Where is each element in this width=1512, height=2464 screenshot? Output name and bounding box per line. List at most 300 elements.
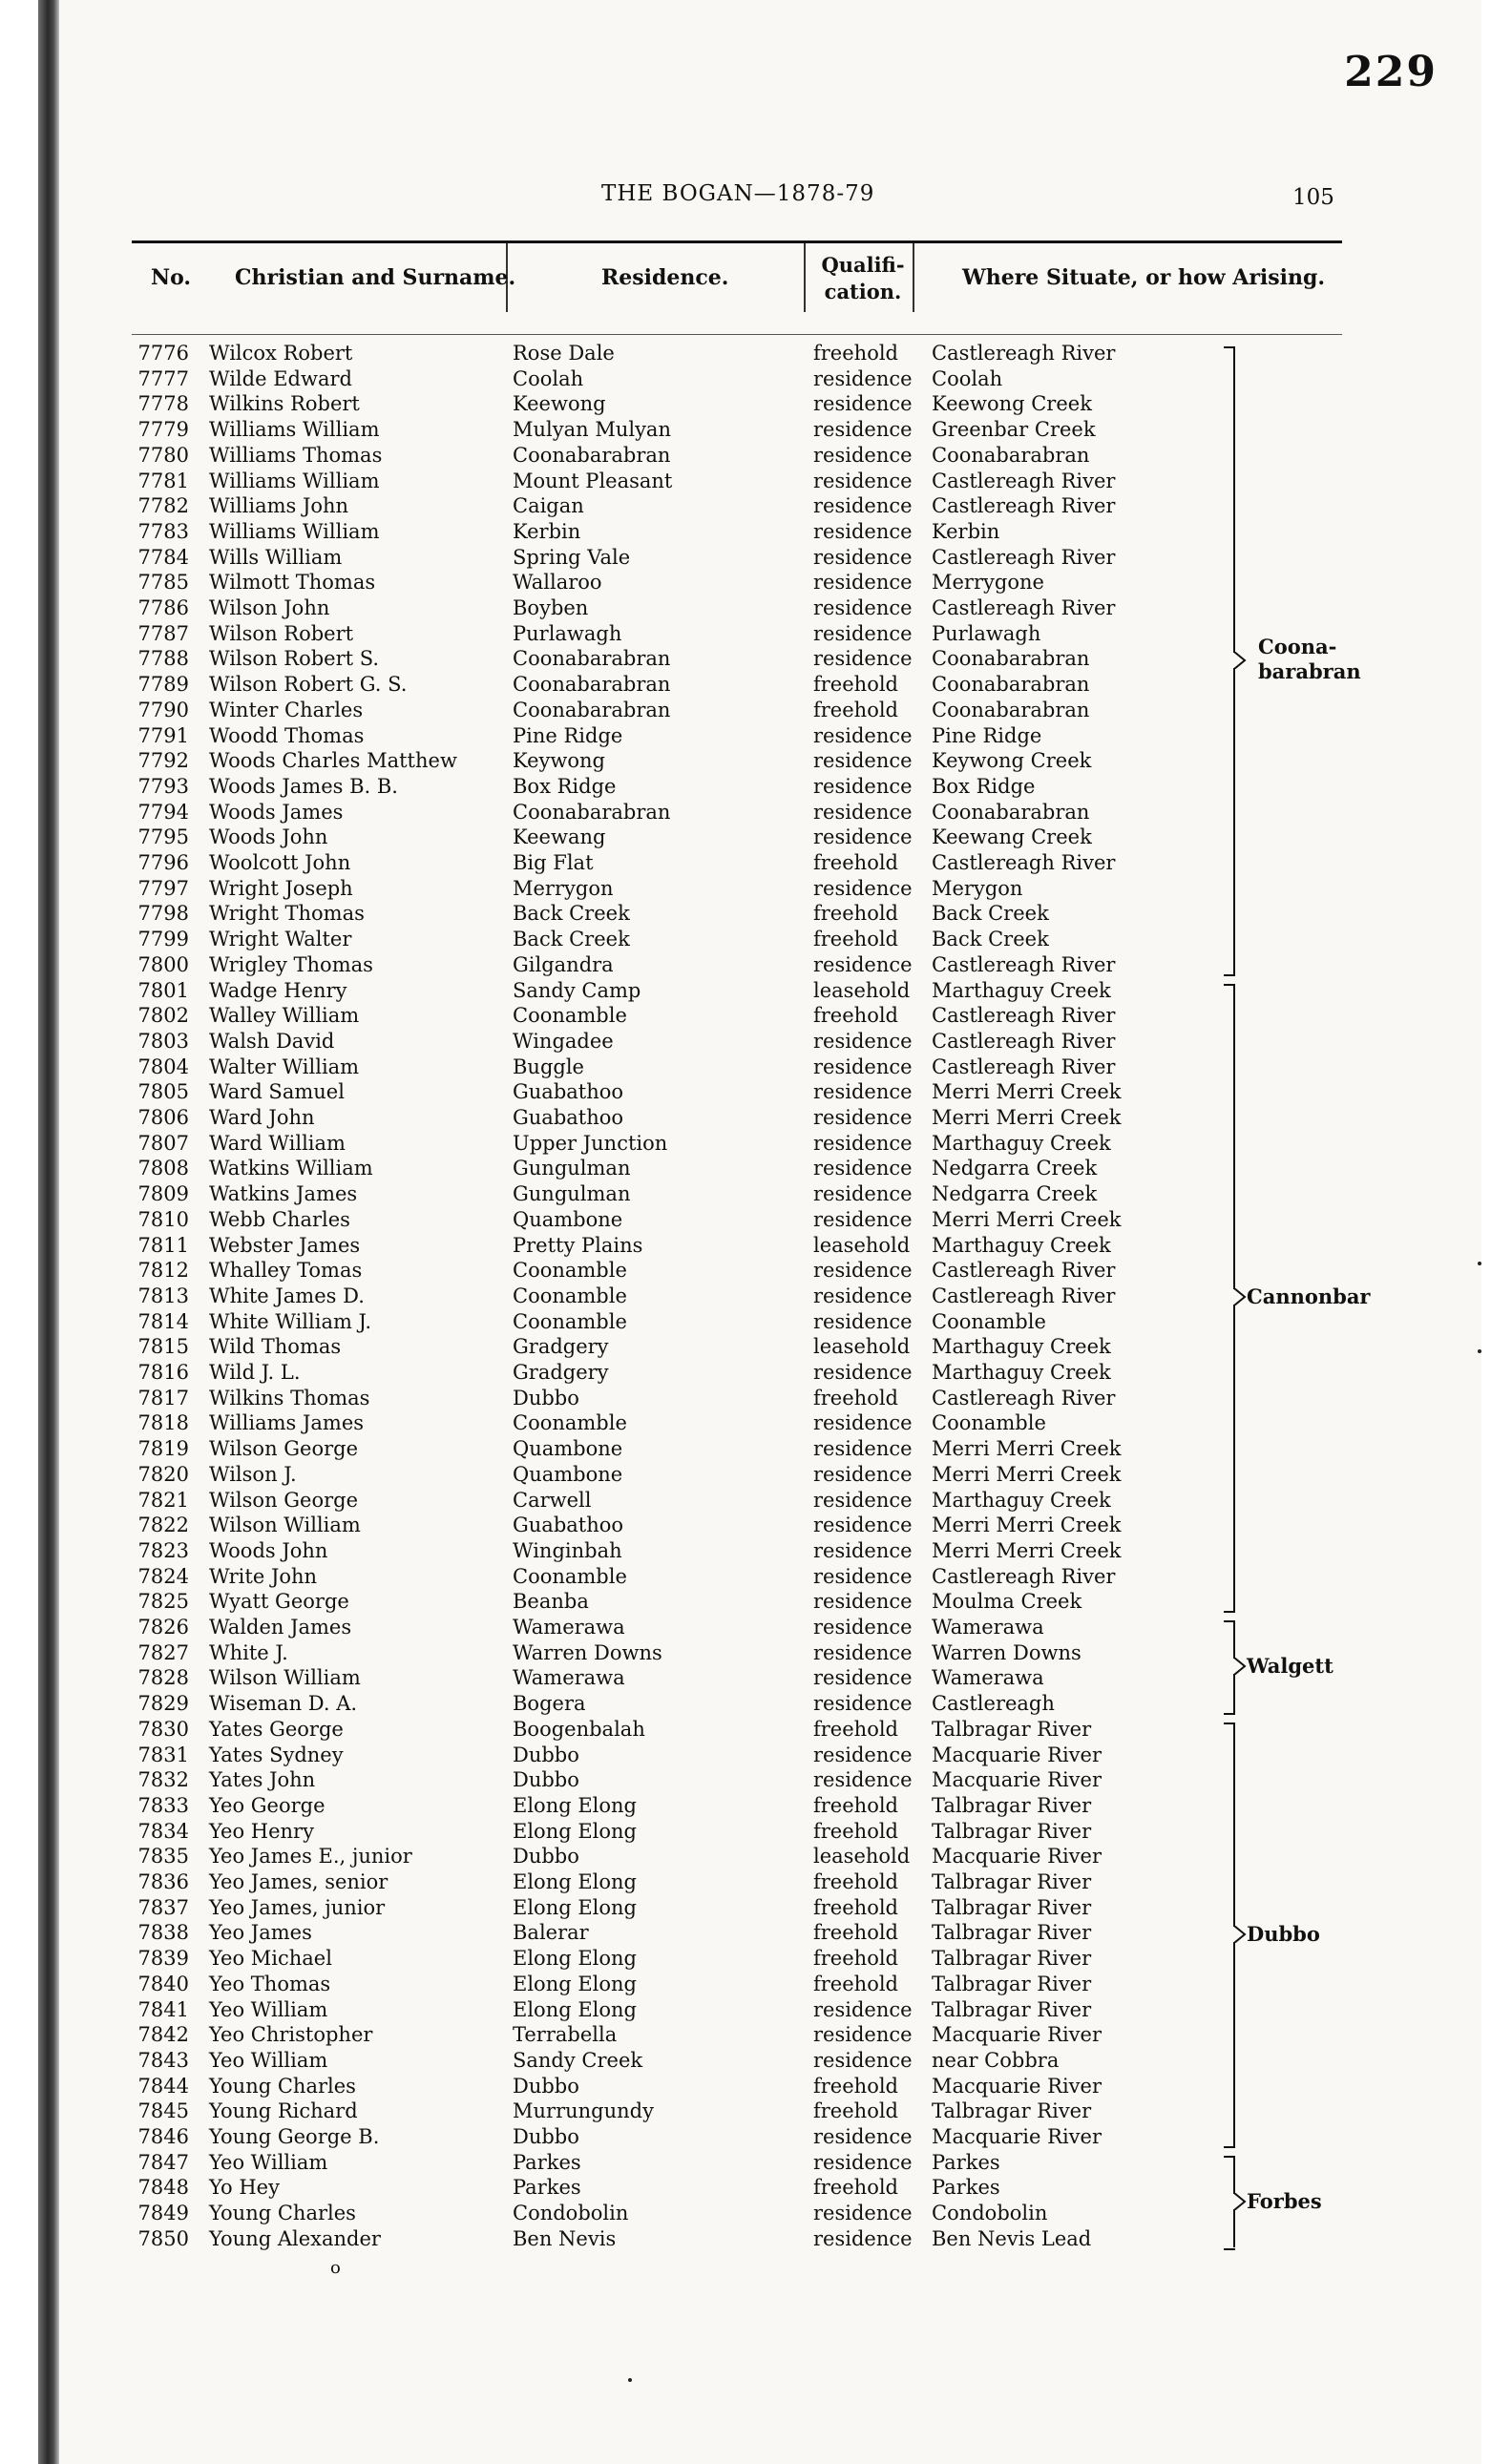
entry-residence: Mulyan Mulyan <box>513 418 671 442</box>
entry-where-situate: Keewang Creek <box>932 825 1092 849</box>
table-row <box>0 1003 1241 1029</box>
district-label <box>1247 2189 1322 2214</box>
entry-where-situate: Merrygone <box>932 571 1044 595</box>
entry-where-situate: Coolah <box>932 366 1003 390</box>
entry-where-situate: Talbragar River <box>932 1717 1092 1741</box>
entry-name: Wilson John <box>209 596 330 619</box>
entry-where-situate: Castlereagh River <box>932 1055 1116 1078</box>
entry-name: Wiseman D. A. <box>209 1692 358 1716</box>
entry-name: Wright Joseph <box>209 876 353 900</box>
entry-name: Young Charles <box>209 2074 356 2098</box>
entry-qualification: residence <box>813 443 913 467</box>
entry-name: Williams William <box>209 469 380 492</box>
entry-name: Williams James <box>209 1411 365 1435</box>
entry-number: 7789 <box>137 673 189 697</box>
entry-qualification: freehold <box>813 2099 898 2123</box>
entry-name: Young Richard <box>209 2099 358 2123</box>
entry-where-situate: Macquarie River <box>932 2125 1102 2148</box>
header-qualification-line2: cation. <box>824 280 902 303</box>
entry-name: White James D. <box>209 1284 365 1307</box>
entry-number: 7803 <box>137 1029 189 1053</box>
entry-number: 7785 <box>137 571 189 595</box>
entry-number: 7828 <box>137 1666 189 1690</box>
entry-residence: Murrungundy <box>513 2099 654 2123</box>
table-row <box>0 1488 1241 1514</box>
entry-qualification: residence <box>813 1080 913 1104</box>
entry-where-situate: Condobolin <box>932 2202 1048 2225</box>
entry-where-situate: Kerbin <box>932 519 1000 543</box>
table-row <box>0 391 1241 417</box>
entry-qualification: leasehold <box>813 1845 911 1869</box>
entry-name: Wilcox Robert <box>209 342 353 365</box>
table-row <box>0 1946 1241 1972</box>
entry-residence: Parkes <box>513 2176 581 2200</box>
entry-residence: Bogera <box>513 1692 586 1716</box>
entry-qualification: freehold <box>813 1870 898 1893</box>
entry-where-situate: Coonabarabran <box>932 800 1090 824</box>
table-row <box>0 469 1241 494</box>
entry-name: Williams William <box>209 519 380 543</box>
entry-number: 7841 <box>137 1997 189 2021</box>
entry-number: 7818 <box>137 1411 189 1435</box>
entry-name: Ward Samuel <box>209 1080 345 1104</box>
entry-name: Yeo Michael <box>209 1947 332 1971</box>
entry-number: 7779 <box>137 418 189 442</box>
entry-residence: Coonamble <box>513 1564 627 1588</box>
entry-name: Yeo James <box>209 1921 312 1945</box>
entry-where-situate: Coonamble <box>932 1411 1046 1435</box>
entry-number: 7805 <box>137 1080 189 1104</box>
entry-name: Webster James <box>209 1233 361 1257</box>
table-row <box>0 1055 1241 1080</box>
entry-residence: Elong Elong <box>513 1997 637 2021</box>
entry-name: Wilson William <box>209 1514 361 1537</box>
entry-name: Yo Hey <box>209 2176 280 2200</box>
entry-where-situate: Talbragar River <box>932 1819 1092 1843</box>
entry-name: Write John <box>209 1564 318 1588</box>
entry-qualification: leasehold <box>813 978 911 1002</box>
table-row <box>0 1895 1241 1921</box>
entry-number: 7837 <box>137 1895 189 1919</box>
entry-name: Wrigley Thomas <box>209 952 373 976</box>
entry-number: 7799 <box>137 928 189 951</box>
entry-residence: Pretty Plains <box>513 1233 643 1257</box>
entry-number: 7843 <box>137 2048 189 2072</box>
entry-where-situate: Wamerawa <box>932 1666 1044 1690</box>
entry-where-situate: Macquarie River <box>932 2074 1102 2098</box>
entry-residence: Terrabella <box>513 2023 618 2047</box>
entry-number: 7821 <box>137 1488 189 1512</box>
entry-number: 7804 <box>137 1055 189 1078</box>
table-row <box>0 1513 1241 1538</box>
entry-number: 7835 <box>137 1845 189 1869</box>
entry-where-situate: Macquarie River <box>932 1845 1102 1869</box>
entry-where-situate: Castlereagh River <box>932 1259 1116 1283</box>
table-row <box>0 595 1241 621</box>
header-no: No. <box>151 265 192 290</box>
entry-number: 7787 <box>137 621 189 645</box>
ink-speck <box>1478 1349 1481 1353</box>
entry-where-situate: Ben Nevis Lead <box>932 2226 1092 2250</box>
table-row <box>0 1717 1241 1743</box>
entry-number: 7798 <box>137 902 189 926</box>
entry-where-situate: Castlereagh River <box>932 851 1116 874</box>
entry-where-situate: Box Ridge <box>932 774 1036 798</box>
entry-name: Webb Charles <box>209 1207 350 1231</box>
entry-number: 7820 <box>137 1462 189 1486</box>
entry-number: 7847 <box>137 2150 189 2174</box>
entry-qualification: residence <box>813 1157 913 1180</box>
entry-qualification: residence <box>813 519 913 543</box>
entry-where-situate: Coonabarabran <box>932 443 1090 467</box>
entry-name: Whalley Tomas <box>209 1259 363 1283</box>
entry-where-situate: Marthaguy Creek <box>932 1233 1111 1257</box>
entry-residence: Gungulman <box>513 1182 631 1206</box>
entry-qualification: freehold <box>813 902 898 926</box>
entry-residence: Guabathoo <box>513 1514 624 1537</box>
entry-qualification: residence <box>813 571 913 595</box>
entry-residence: Coonamble <box>513 1259 627 1283</box>
entry-name: Wilkins Thomas <box>209 1386 370 1409</box>
entry-where-situate: Merri Merri Creek <box>932 1080 1122 1104</box>
entry-qualification: residence <box>813 2023 913 2047</box>
entry-residence: Ben Nevis <box>513 2226 617 2250</box>
entry-number: 7817 <box>137 1386 189 1409</box>
column-divider <box>804 243 806 312</box>
entry-residence: Upper Junction <box>513 1131 668 1155</box>
entry-number: 7782 <box>137 494 189 518</box>
entry-name: Yeo George <box>209 1793 326 1817</box>
table-row <box>0 341 1241 366</box>
table-row <box>0 1997 1241 2023</box>
entry-residence: Wamerawa <box>513 1666 625 1690</box>
entry-residence: Coonabarabran <box>513 443 671 467</box>
entry-name: Watkins James <box>209 1182 358 1206</box>
entry-where-situate: Keewong Creek <box>932 392 1092 416</box>
entry-name: Young Charles <box>209 2202 356 2225</box>
entry-where-situate: Wamerawa <box>932 1616 1044 1639</box>
entry-where-situate: Castlereagh River <box>932 1004 1116 1028</box>
entry-qualification: freehold <box>813 851 898 874</box>
entry-qualification: residence <box>813 1514 913 1537</box>
entry-where-situate: Macquarie River <box>932 1743 1102 1766</box>
entry-qualification: residence <box>813 800 913 824</box>
entry-qualification: residence <box>813 1029 913 1053</box>
entry-qualification: residence <box>813 2048 913 2072</box>
entry-number: 7840 <box>137 1972 189 1995</box>
entry-where-situate: Parkes <box>932 2176 1000 2200</box>
entry-number: 7790 <box>137 698 189 721</box>
entry-name: Williams John <box>209 494 349 518</box>
entry-residence: Beanba <box>513 1590 589 1614</box>
entry-residence: Coonamble <box>513 1411 627 1435</box>
entry-name: Wright Walter <box>209 928 352 951</box>
entry-number: 7816 <box>137 1361 189 1384</box>
table-row <box>0 774 1241 800</box>
table-row <box>0 1462 1241 1488</box>
entry-residence: Purlawagh <box>513 621 622 645</box>
entry-where-situate: Merri Merri Creek <box>932 1514 1122 1537</box>
table-row <box>0 1284 1241 1309</box>
table-row <box>0 2150 1241 2176</box>
entry-residence: Dubbo <box>513 2125 579 2148</box>
entry-where-situate: Back Creek <box>932 928 1049 951</box>
entry-name: Yeo William <box>209 2048 328 2072</box>
district-label <box>1247 1284 1371 1309</box>
entry-number: 7842 <box>137 2023 189 2047</box>
entry-residence: Big Flat <box>513 851 594 874</box>
entry-residence: Keywong <box>513 749 606 773</box>
entry-residence: Guabathoo <box>513 1106 624 1129</box>
table-row <box>0 1819 1241 1845</box>
entry-qualification: freehold <box>813 1004 898 1028</box>
entry-name: Woolcott John <box>209 851 351 874</box>
entry-qualification: residence <box>813 1590 913 1614</box>
entry-number: 7807 <box>137 1131 189 1155</box>
entry-qualification: residence <box>813 1182 913 1206</box>
entry-where-situate: Castlereagh River <box>932 494 1116 518</box>
entry-qualification: freehold <box>813 1921 898 1945</box>
entry-qualification: leasehold <box>813 1233 911 1257</box>
entry-number: 7784 <box>137 545 189 569</box>
entry-number: 7844 <box>137 2074 189 2098</box>
entry-residence: Coonamble <box>513 1284 627 1307</box>
entry-number: 7845 <box>137 2099 189 2123</box>
table-row <box>0 1767 1241 1793</box>
entry-qualification: residence <box>813 2202 913 2225</box>
entry-qualification: freehold <box>813 2074 898 2098</box>
entry-number: 7811 <box>137 1233 189 1257</box>
entry-qualification: freehold <box>813 1895 898 1919</box>
entry-residence: Balerar <box>513 1921 589 1945</box>
entry-qualification: freehold <box>813 1972 898 1995</box>
entry-qualification: residence <box>813 647 913 671</box>
entry-name: Wild Thomas <box>209 1335 342 1359</box>
entry-name: Yeo James, senior <box>209 1870 388 1893</box>
entry-number: 7802 <box>137 1004 189 1028</box>
entry-where-situate: Marthaguy Creek <box>932 1488 1111 1512</box>
entry-qualification: residence <box>813 2125 913 2148</box>
entry-qualification: residence <box>813 1488 913 1512</box>
folio-number: 229 <box>1344 48 1438 96</box>
entry-number: 7806 <box>137 1106 189 1129</box>
entry-residence: Keewang <box>513 825 606 849</box>
entry-residence: Merrygon <box>513 876 614 900</box>
entry-qualification: freehold <box>813 673 898 697</box>
entry-where-situate: Marthaguy Creek <box>932 978 1111 1002</box>
entry-qualification: freehold <box>813 342 898 365</box>
district-label <box>1247 1654 1334 1679</box>
entry-qualification: freehold <box>813 1819 898 1843</box>
entry-residence: Elong Elong <box>513 1972 637 1995</box>
entry-qualification: residence <box>813 392 913 416</box>
entry-number: 7812 <box>137 1259 189 1283</box>
entry-name: Wilson George <box>209 1437 359 1461</box>
entry-number: 7831 <box>137 1743 189 1766</box>
entry-qualification: residence <box>813 1997 913 2021</box>
entry-qualification: residence <box>813 1743 913 1766</box>
entry-residence: Dubbo <box>513 1768 579 1792</box>
entry-name: Wilde Edward <box>209 366 352 390</box>
entry-where-situate: Coonabarabran <box>932 698 1090 721</box>
table-row <box>0 2175 1241 2201</box>
column-divider <box>913 243 914 312</box>
entry-name: Wilmott Thomas <box>209 571 376 595</box>
entry-qualification: residence <box>813 494 913 518</box>
entry-residence: Warren Downs <box>513 1640 662 1664</box>
entry-number: 7778 <box>137 392 189 416</box>
entry-where-situate: Marthaguy Creek <box>932 1131 1111 1155</box>
entry-residence: Wingadee <box>513 1029 614 1053</box>
district-label <box>1258 635 1361 684</box>
entry-qualification: freehold <box>813 2176 898 2200</box>
entry-where-situate: Talbragar River <box>932 1793 1092 1817</box>
table-row <box>0 1360 1241 1386</box>
entry-where-situate: Purlawagh <box>932 621 1041 645</box>
entry-where-situate: Castlereagh River <box>932 469 1116 492</box>
district-label <box>1247 1922 1320 1947</box>
header-residence: Residence. <box>601 265 729 290</box>
table-row <box>0 2074 1241 2099</box>
page-number: 105 <box>1292 185 1334 210</box>
entry-qualification: residence <box>813 774 913 798</box>
table-row <box>0 901 1241 927</box>
entry-qualification: residence <box>813 418 913 442</box>
entry-number: 7825 <box>137 1590 189 1614</box>
entry-name: Wilson George <box>209 1488 359 1512</box>
entry-where-situate: Coonamble <box>932 1309 1046 1333</box>
entry-qualification: residence <box>813 1259 913 1283</box>
table-row <box>0 1233 1241 1259</box>
entry-qualification: residence <box>813 1309 913 1333</box>
entry-qualification: residence <box>813 1616 913 1639</box>
ink-speck <box>1478 1262 1481 1265</box>
entry-qualification: freehold <box>813 928 898 951</box>
table-row <box>0 1615 1241 1640</box>
entry-name: Woods John <box>209 825 328 849</box>
entry-qualification: residence <box>813 1462 913 1486</box>
entry-name: Williams William <box>209 418 380 442</box>
table-row <box>0 1869 1241 1895</box>
entry-residence: Boyben <box>513 596 589 619</box>
entry-name: Winter Charles <box>209 698 364 721</box>
entry-number: 7839 <box>137 1947 189 1971</box>
entry-name: Yeo William <box>209 1997 328 2021</box>
entry-number: 7833 <box>137 1793 189 1817</box>
table-row <box>0 417 1241 443</box>
district-label-line1: Dubbo <box>1247 1921 1320 1946</box>
entry-residence: Box Ridge <box>513 774 617 798</box>
entry-where-situate: Coonabarabran <box>932 647 1090 671</box>
table-row <box>0 978 1241 1004</box>
entry-qualification: residence <box>813 1207 913 1231</box>
table-row <box>0 927 1241 952</box>
table-row <box>0 1844 1241 1869</box>
header-where: Where Situate, or how Arising. <box>962 265 1326 290</box>
entry-number: 7822 <box>137 1514 189 1537</box>
entry-where-situate: Back Creek <box>932 902 1049 926</box>
entry-qualification: residence <box>813 876 913 900</box>
district-label-line2: barabran <box>1258 658 1361 683</box>
entry-residence: Coonamble <box>513 1004 627 1028</box>
entry-number: 7815 <box>137 1335 189 1359</box>
header-top-rule <box>132 240 1342 243</box>
table-row <box>0 1386 1241 1411</box>
entry-qualification: residence <box>813 1284 913 1307</box>
entry-qualification: residence <box>813 1106 913 1129</box>
entry-residence: Carwell <box>513 1488 592 1512</box>
entry-qualification: residence <box>813 1692 913 1716</box>
entry-where-situate: Talbragar River <box>932 1947 1092 1971</box>
entry-residence: Guabathoo <box>513 1080 624 1104</box>
entry-where-situate: Castlereagh River <box>932 1564 1116 1588</box>
entry-number: 7832 <box>137 1768 189 1792</box>
table-row <box>0 2048 1241 2074</box>
entry-residence: Gradgery <box>513 1335 609 1359</box>
entry-residence: Keewong <box>513 392 606 416</box>
entry-residence: Sandy Creek <box>513 2048 643 2072</box>
entry-number: 7776 <box>137 342 189 365</box>
entry-name: Walley William <box>209 1004 360 1028</box>
entry-residence: Elong Elong <box>513 1947 637 1971</box>
entry-where-situate: Castlereagh River <box>932 952 1116 976</box>
entry-where-situate: Merri Merri Creek <box>932 1437 1122 1461</box>
entry-name: Yates Sydney <box>209 1743 344 1766</box>
entry-residence: Dubbo <box>513 1743 579 1766</box>
entry-where-situate: Macquarie River <box>932 1768 1102 1792</box>
entry-residence: Quambone <box>513 1207 623 1231</box>
table-row <box>0 1309 1241 1335</box>
table-row <box>0 800 1241 825</box>
table-row <box>0 2201 1241 2226</box>
entry-number: 7810 <box>137 1207 189 1231</box>
table-row <box>0 1589 1241 1615</box>
entry-qualification: residence <box>813 1538 913 1562</box>
entry-where-situate: Nedgarra Creek <box>932 1182 1098 1206</box>
entry-where-situate: Macquarie River <box>932 2023 1102 2047</box>
entry-number: 7849 <box>137 2202 189 2225</box>
entry-number: 7786 <box>137 596 189 619</box>
entry-residence: Wallaroo <box>513 571 602 595</box>
entry-number: 7808 <box>137 1157 189 1180</box>
entry-number: 7792 <box>137 749 189 773</box>
entry-name: Yeo James E., junior <box>209 1845 412 1869</box>
entry-name: Yeo Thomas <box>209 1972 331 1995</box>
entry-number: 7826 <box>137 1616 189 1639</box>
entry-where-situate: Marthaguy Creek <box>932 1335 1111 1359</box>
district-label-line1: Walgett <box>1247 1654 1334 1679</box>
entry-residence: Coonabarabran <box>513 673 671 697</box>
entry-number: 7794 <box>137 800 189 824</box>
table-row <box>0 850 1241 876</box>
table-row <box>0 698 1241 723</box>
ink-speck <box>628 2378 632 2382</box>
entry-qualification: residence <box>813 545 913 569</box>
entry-residence: Caigan <box>513 494 584 518</box>
entry-qualification: residence <box>813 1055 913 1078</box>
table-row <box>0 2022 1241 2048</box>
table-row <box>0 1410 1241 1436</box>
entry-number: 7777 <box>137 366 189 390</box>
entry-qualification: residence <box>813 1640 913 1664</box>
entry-name: Yeo Christopher <box>209 2023 373 2047</box>
table-row <box>0 1640 1241 1666</box>
entry-residence: Buggle <box>513 1055 584 1078</box>
entry-where-situate: Nedgarra Creek <box>932 1157 1098 1180</box>
entry-name: Wills William <box>209 545 343 569</box>
entry-residence: Elong Elong <box>513 1819 637 1843</box>
entry-qualification: leasehold <box>813 1335 911 1359</box>
